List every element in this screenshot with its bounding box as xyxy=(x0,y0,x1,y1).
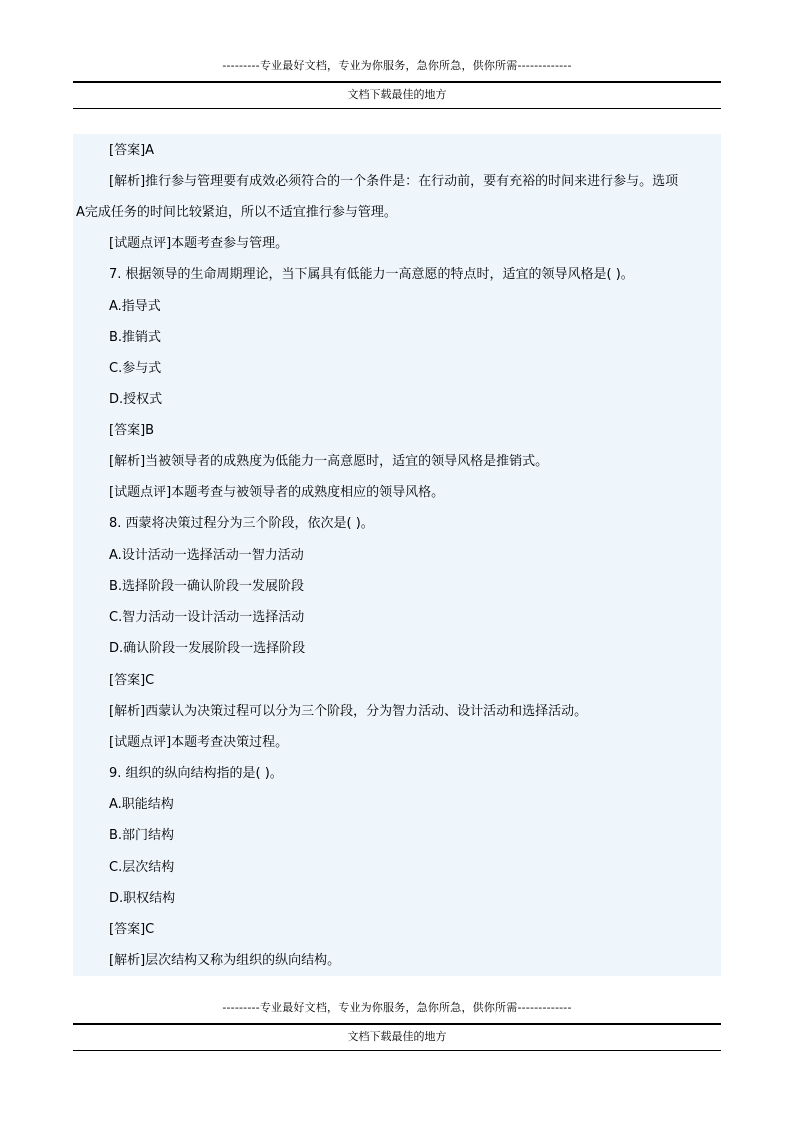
option-a: A.职能结构 xyxy=(109,797,174,812)
footer-tagline: ---------专业最好文档，专业为你服务，急你所急，供你所需------------- xyxy=(222,1001,572,1014)
option-c: C.层次结构 xyxy=(109,860,175,875)
explanation-line: [解析]推行参与管理要有成效必须符合的一个条件是：在行动前，要有充裕的时间来进行参与。选项 xyxy=(109,174,679,189)
option-a: A.设计活动一选择活动一智力活动 xyxy=(109,548,304,563)
comment-line: [试题点评]本题考查参与管理。 xyxy=(109,236,289,251)
option-d: D.授权式 xyxy=(109,392,163,407)
option-b: B.部门结构 xyxy=(109,828,175,843)
answer-line: [答案]A xyxy=(109,143,155,158)
option-c: C.参与式 xyxy=(109,361,162,376)
explanation-line: [解析]当被领导者的成熟度为低能力一高意愿时，适宜的领导风格是推销式。 xyxy=(109,454,549,469)
footer-divider-bottom xyxy=(73,1050,721,1051)
footer-divider xyxy=(73,1023,721,1025)
question-7: 7. 根据领导的生命周期理论，当下属具有低能力一高意愿的特点时，适宜的领导风格是( )。 xyxy=(109,267,634,282)
answer-line: [答案]B xyxy=(109,423,155,438)
option-b: B.推销式 xyxy=(109,330,162,345)
option-c: C.智力活动一设计活动一选择活动 xyxy=(109,610,305,625)
header-divider xyxy=(73,81,721,83)
comment-line: [试题点评]本题考查与被领导者的成熟度相应的领导风格。 xyxy=(109,485,445,500)
document-body xyxy=(73,134,721,976)
option-d: D.确认阶段一发展阶段一选择阶段 xyxy=(109,641,306,656)
option-a: A.指导式 xyxy=(109,299,161,314)
header-tagline: ---------专业最好文档，专业为你服务，急你所急，供你所需------------- xyxy=(222,59,572,72)
explanation-line-continued: A完成任务的时间比较紧迫，所以不适宜推行参与管理。 xyxy=(76,205,397,220)
footer-subtitle: 文档下载最佳的地方 xyxy=(347,1030,447,1043)
header-subtitle: 文档下载最佳的地方 xyxy=(347,88,447,101)
comment-line: [试题点评]本题考查决策过程。 xyxy=(109,735,289,750)
answer-line: [答案]C xyxy=(109,922,155,937)
option-d: D.职权结构 xyxy=(109,891,176,906)
option-b: B.选择阶段一确认阶段一发展阶段 xyxy=(109,579,305,594)
answer-line: [答案]C xyxy=(109,673,155,688)
header-divider-bottom xyxy=(73,108,721,109)
question-8: 8. 西蒙将决策过程分为三个阶段，依次是( )。 xyxy=(109,516,374,531)
question-9: 9. 组织的纵向结构指的是( )。 xyxy=(109,766,283,781)
explanation-line: [解析]西蒙认为决策过程可以分为三个阶段，分为智力活动、设计活动和选择活动。 xyxy=(109,704,588,719)
explanation-line: [解析]层次结构又称为组织的纵向结构。 xyxy=(109,953,341,968)
